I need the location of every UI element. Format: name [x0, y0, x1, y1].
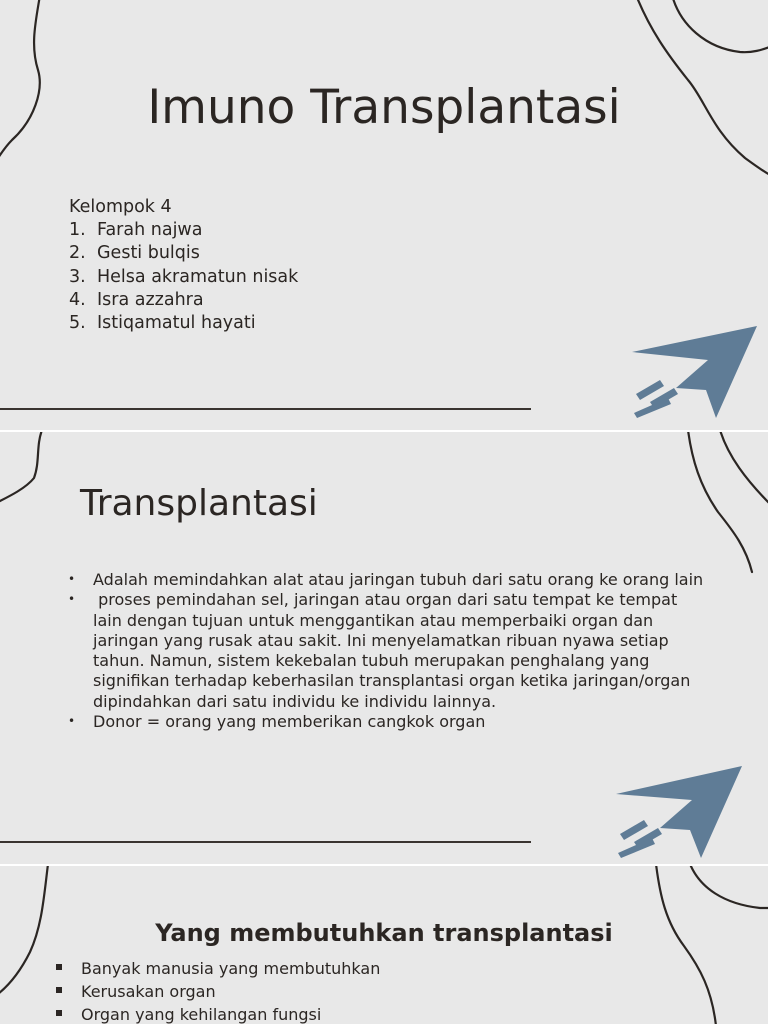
- bullet-text: Kerusakan organ: [81, 982, 216, 1001]
- member-item: [69, 266, 298, 289]
- divider-line: [0, 841, 531, 843]
- member-name: Isra azzahra: [97, 289, 204, 310]
- member-list: [69, 219, 298, 335]
- bullet-text: Adalah memindahkan alat atau jaringan tubuh dari satu orang ke orang lain: [93, 570, 704, 589]
- bullet-list: [68, 570, 708, 732]
- member-name: Istiqamatul hayati: [97, 313, 256, 334]
- bullet-marker: [56, 964, 62, 970]
- member-number: 2.: [69, 243, 86, 264]
- divider-line: [0, 408, 531, 410]
- bullet-item: [68, 570, 708, 590]
- bullet-item: [56, 1003, 380, 1024]
- bullet-item: [56, 957, 380, 980]
- bullet-marker: •: [68, 714, 76, 729]
- group-heading: Kelompok 4: [69, 197, 172, 217]
- bullet-item: [68, 590, 708, 712]
- bullet-marker: •: [68, 592, 76, 607]
- slide-title: Yang membutuhkan transplantasi: [155, 919, 613, 947]
- member-name: Farah najwa: [97, 220, 203, 241]
- member-item: [69, 219, 298, 242]
- member-name: Helsa akramatun nisak: [97, 266, 299, 287]
- bullet-text: Banyak manusia yang membutuhkan: [81, 959, 381, 978]
- bullet-marker: [56, 1010, 62, 1016]
- bullet-item: [68, 712, 708, 732]
- member-number: 3.: [69, 266, 86, 287]
- bullet-item: [56, 980, 380, 1003]
- slide-2: [0, 432, 768, 864]
- member-name: Gesti bulqis: [97, 243, 200, 264]
- bullet-text: proses pemindahan sel, jaringan atau organ dari satu tempat ke tempat lain dengan tujuan untuk menggantikan atau memperbaiki organ dan jaringan yang rusak atau sakit. Ini menyelamatkan ribuan nyawa setiap tahun. Namun, sistem kekebalan tubuh merupakan penghalang yang signifikan terhadap keberhasilan transplantasi organ ketika jaringan/organ dipindahkan dari satu individu ke individu lainnya.: [93, 590, 696, 711]
- member-item: [69, 242, 298, 265]
- bullet-text: Donor = orang yang memberikan cangkok organ: [93, 712, 486, 732]
- group-members: [69, 196, 298, 335]
- slide-3: [0, 866, 768, 1024]
- member-number: 1.: [69, 220, 86, 241]
- bullet-list: [56, 957, 380, 1024]
- bullet-text: Organ yang kehilangan fungsi: [81, 1005, 322, 1024]
- presentation-title: Imuno Transplantasi: [147, 80, 621, 135]
- slide-title: Transplantasi: [80, 483, 318, 524]
- member-item: [69, 289, 298, 312]
- member-number: 4.: [69, 289, 86, 310]
- member-number: 5.: [69, 313, 86, 334]
- bullet-marker: [56, 987, 62, 993]
- bullet-marker: •: [68, 572, 76, 586]
- slide-1: [0, 0, 768, 430]
- member-item: [69, 312, 298, 335]
